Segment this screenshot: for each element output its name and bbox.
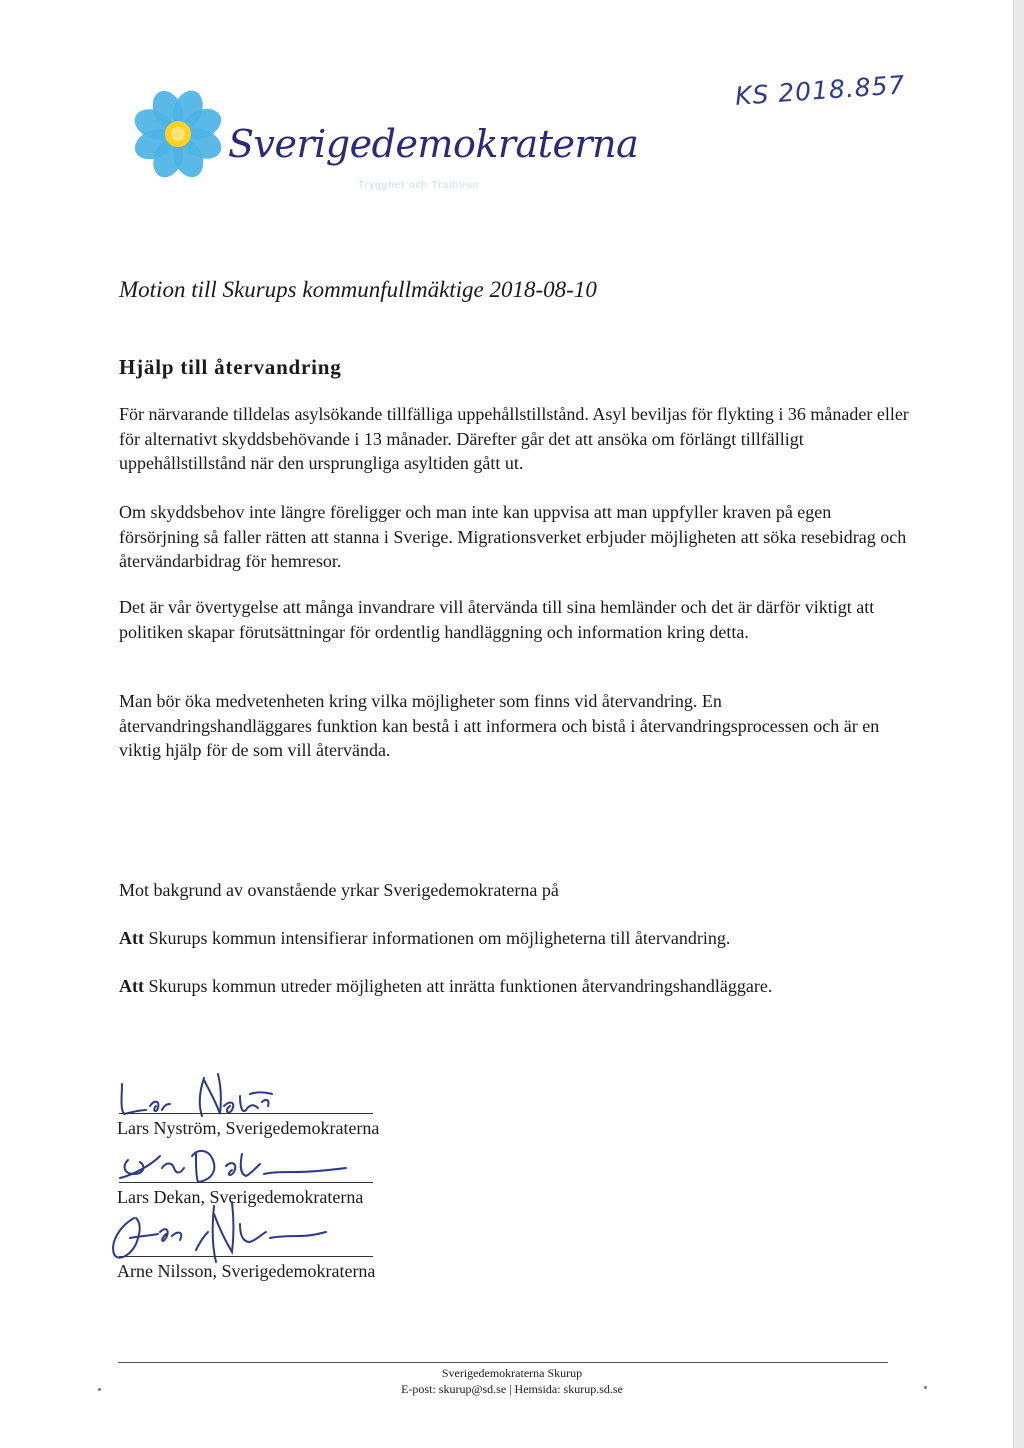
paragraph-4: Man bör öka medvetenheten kring vilka möjligheter som finns vid återvandring. En återvandringshandläggares funktion kan bestå i att informera och bistå i återvandringsprocessen och är en viktig hjälp för de som vill återvända.	[119, 691, 880, 760]
paragraph-2: Om skyddsbehov inte längre föreligger och man inte kan uppvisa att man uppfyller kraven på egen försörjning så faller rätten att stanna i Sverige. Migrationsverket erbjuder möjligheten att söka resebidrag och återvändarbidrag för hemresor.	[119, 502, 907, 571]
footer-contact: E-post: skurup@sd.se | Hemsida: skurup.sd.se	[401, 1382, 623, 1396]
logo-tagline: Trygghet och Tradition	[358, 180, 480, 191]
paragraph-1: För närvarande tilldelas asylsökande tillfälliga uppehållstillstånd. Asyl beviljas för flykting i 36 månader eller för alternativt skyddsbehövande i 13 månader. Därefter går det att ansöka om förlängt tillfälligt uppehållstillstånd när den ursprungliga asyltiden gått ut.	[119, 404, 909, 473]
flower-icon	[128, 70, 238, 190]
signature-lars-nystrom	[100, 1066, 320, 1126]
signatory-1-name: Lars Nyström, Sverigedemokraterna	[117, 1118, 380, 1138]
signature-lars-dekan	[100, 1134, 360, 1194]
paragraph-3: Det är vår övertygelse att många invandrare vill återvända till sina hemländer och det är därför viktigt att politiken skapar förutsättningar för ordentlig handläggning och information kring detta.	[119, 597, 875, 642]
party-logo	[128, 70, 639, 200]
footer-rule	[118, 1362, 888, 1363]
proposal-1-prefix: Att	[119, 928, 144, 948]
page-edge	[1013, 0, 1024, 1448]
logo-wordmark: Sverigedemokraterna	[228, 122, 639, 166]
scan-speck	[924, 1386, 927, 1389]
proposal-1-text: Skurups kommun intensifierar informationen om möjligheterna till återvandring.	[144, 928, 731, 948]
signatory-2-name: Lars Dekan, Sverigedemokraterna	[117, 1187, 364, 1207]
signatory-3-name: Arne Nilsson, Sverigedemokraterna	[117, 1261, 376, 1281]
proposal-2-text: Skurups kommun utreder möjligheten att inrätta funktionen återvandringshandläggare.	[144, 976, 773, 996]
scan-speck	[98, 1388, 101, 1391]
proposal-2-prefix: Att	[119, 976, 144, 996]
background-line: Mot bakgrund av ovanstående yrkar Sverigedemokraterna på	[119, 880, 559, 900]
signature-line-2	[119, 1182, 373, 1183]
registration-stamp: KS 2018.857	[734, 70, 907, 111]
proposal-1	[119, 928, 730, 949]
proposal-2	[119, 976, 772, 997]
signature-line-1	[119, 1113, 373, 1114]
signature-line-3	[119, 1256, 373, 1257]
footer-org: Sverigedemokraterna Skurup	[441, 1366, 583, 1380]
flower-center-highlight	[171, 127, 185, 141]
document-heading: Hjälp till återvandring	[119, 355, 342, 379]
motion-title: Motion till Skurups kommunfullmäktige 2018-08-10	[119, 277, 597, 302]
